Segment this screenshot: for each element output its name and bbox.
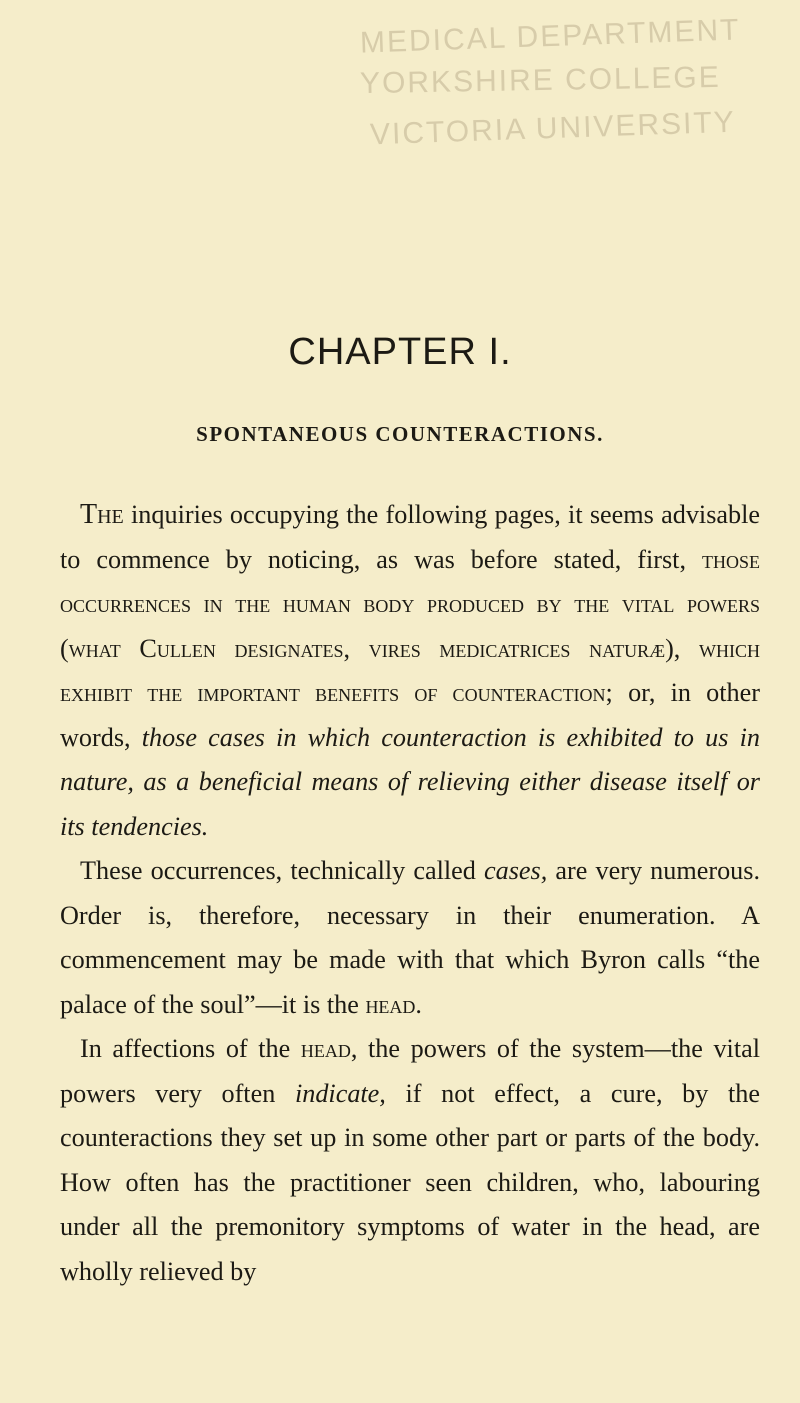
paragraph-1 bbox=[60, 493, 760, 849]
para1-italic: those cases in which counteraction is exhibited to us in nature, as a beneficial means of relieving either disease itself or its tendencies. bbox=[60, 722, 760, 841]
para3-text-b: the powers of the system—the vital powers very often bbox=[60, 1034, 761, 1108]
paragraph-3 bbox=[60, 1027, 760, 1294]
first-word: The bbox=[80, 499, 124, 530]
chapter-subtitle: SPONTANEOUS COUNTERACTIONS. bbox=[196, 422, 604, 446]
para2-text-b: are very numerous. Order is, therefore, necessary in their enumeration. A commencement may be made with that which Byron calls “the palace of the soul”—it is the bbox=[60, 856, 761, 1019]
para3-smallcaps: head, bbox=[300, 1034, 358, 1063]
para3-italic: indicate, bbox=[294, 1078, 386, 1108]
para2-text-a: These occurrences, technically called bbox=[80, 856, 485, 885]
stamp-line-1: MEDICAL DEPARTMENT bbox=[359, 13, 741, 60]
para2-italic: cases, bbox=[484, 856, 548, 885]
para3-text-a: In affections of the bbox=[80, 1034, 301, 1063]
body-text bbox=[60, 493, 760, 1294]
para1-text-b: or, in other words, bbox=[60, 678, 760, 752]
library-stamp bbox=[350, 13, 800, 158]
para1-smallcaps: those occurrences in the human body produced by the vital powers (what Cullen designates, vires medicatrices naturæ), which exhibit the important benefits of counteraction; bbox=[60, 544, 760, 707]
stamp-line-3: VICTORIA UNIVERSITY bbox=[369, 105, 737, 152]
stamp-line-2: YORKSHIRE COLLEGE bbox=[359, 60, 722, 101]
para3-text-c: if not effect, a cure, by the counteractions they set up in some other part or parts of the body. How often has the practitioner seen children, who, labouring under all the premonitory symptoms of water in the head, are wholly relieved by bbox=[60, 1078, 760, 1286]
paragraph-2 bbox=[60, 849, 760, 1027]
para2-smallcaps: head. bbox=[365, 989, 422, 1019]
para1-text-a: inquiries occupying the following pages, it seems advisable to commence by noticing, as was before stated, first, bbox=[60, 500, 760, 574]
chapter-title: CHAPTER I. bbox=[288, 331, 512, 373]
